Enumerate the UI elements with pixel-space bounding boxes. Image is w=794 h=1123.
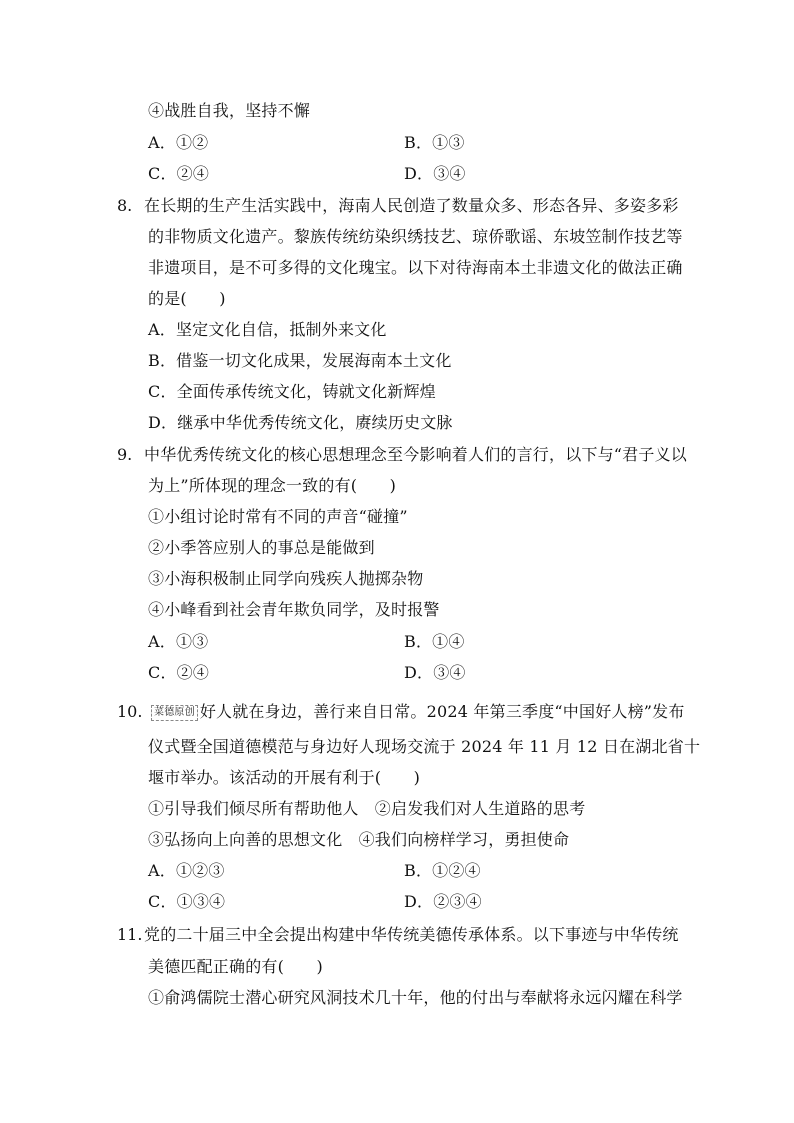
q8-stem-line-1: 在长期的生产生活实践中，海南人民创造了数量众多、形态各异、多姿多彩 [144, 196, 679, 215]
q11-number: 11. [117, 925, 143, 944]
q10-stem-line-3: 堰市举办。该活动的开展有利于( ) [148, 768, 421, 787]
q9-statement-3: ③小海积极制止同学向残疾人抛掷杂物 [148, 569, 424, 588]
q10-option-b: B．①②④ [404, 861, 481, 880]
q9-option-a: A．①③ [148, 632, 209, 651]
q10-option-c: C．①③④ [148, 892, 226, 911]
q11-stem-line-1: 党的二十届三中全会提出构建中华传统美德传承体系。以下事迹与中华传统 [144, 925, 679, 944]
q9-option-d: D．③④ [404, 663, 466, 682]
q7-statement-4: ④战胜自我，坚持不懈 [148, 101, 311, 120]
q8-option-a: A．坚定文化自信，抵制外来文化 [148, 320, 387, 339]
original-question-badge: 菜德原创 [151, 705, 198, 721]
q9-statement-2: ②小季答应别人的事总是能做到 [148, 538, 375, 557]
q8-option-b: B．借鉴一切文化成果，发展海南本土文化 [148, 351, 452, 370]
q9-number: 9. [117, 445, 133, 464]
q7-option-c: C．②④ [148, 164, 210, 183]
q9-statement-1: ①小组讨论时常有不同的声音“碰撞” [148, 507, 408, 526]
q7-option-a: A．①② [148, 133, 209, 152]
q7-option-d: D．③④ [404, 164, 466, 183]
q9-option-c: C．②④ [148, 663, 210, 682]
q9-statement-4: ④小峰看到社会青年欺负同学，及时报警 [148, 600, 440, 619]
q10-option-a: A．①②③ [148, 861, 225, 880]
q8-option-c: C．全面传承传统文化，铸就文化新辉煌 [148, 382, 436, 401]
q10-statements-line-2: ③弘扬向上向善的思想文化 ④我们向榜样学习，勇担使命 [148, 830, 570, 849]
q10-stem-line-1 [151, 702, 685, 722]
q9-option-b: B．①④ [404, 632, 465, 651]
q10-stem-line-2: 仪式暨全国道德模范与身边好人现场交流于 2024 年 11 月 12 日在湖北省十 [148, 737, 701, 756]
q8-stem-line-3: 非遗项目，是不可多得的文化瑰宝。以下对待海南本土非遗文化的做法正确 [148, 258, 683, 277]
q8-stem-line-4: 的是( ) [148, 289, 226, 308]
q9-stem-line-1: 中华优秀传统文化的核心思想理念至今影响着人们的言行，以下与“君子义以 [144, 445, 687, 464]
q10-stem-line-1-text: 好人就在身边，善行来自日常。2024 年第三季度“中国好人榜”发布 [199, 702, 685, 721]
q8-number: 8. [117, 196, 133, 215]
q7-option-b: B．①③ [404, 133, 465, 152]
q8-option-d: D．继承中华优秀传统文化，赓续历史文脉 [148, 413, 453, 432]
q11-stem-line-2: 美德匹配正确的有( ) [148, 957, 323, 976]
q9-stem-line-2: 为上”所体现的理念一致的有( ) [148, 476, 397, 495]
q10-option-d: D．②③④ [404, 892, 482, 911]
q10-number: 10. [117, 702, 143, 721]
q11-statement-1: ①俞鸿儒院士潜心研究风洞技术几十年，他的付出与奉献将永远闪耀在科学 [148, 988, 683, 1007]
q10-statements-line-1: ①引导我们倾尽所有帮助他人 ②启发我们对人生道路的思考 [148, 799, 586, 818]
q8-stem-line-2: 的非物质文化遗产。黎族传统纺染织绣技艺、琼侨歌谣、东坡笠制作技艺等 [148, 227, 683, 246]
